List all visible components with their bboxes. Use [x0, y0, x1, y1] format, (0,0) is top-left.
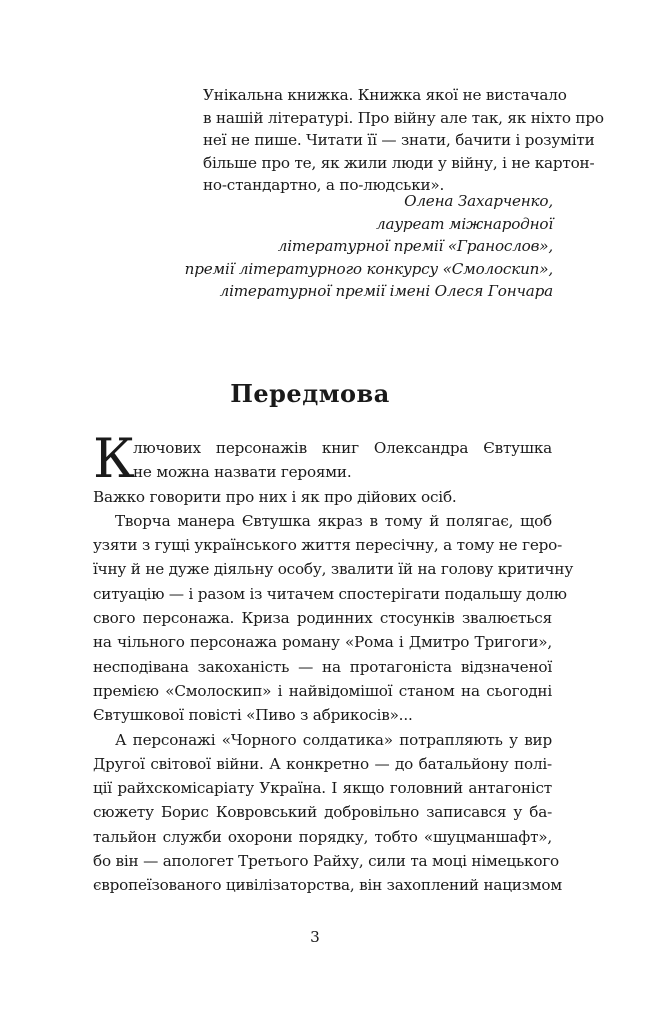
section-heading: [0, 379, 620, 408]
body-line: Євтушкової повісті «Пиво з абрикосів»...: [93, 706, 413, 725]
drop-cap: К: [93, 427, 135, 490]
body-line: А персонажі «Чорного солдатика» потрапляють у вир: [115, 730, 552, 749]
epigraph-line: но-стандартно, а по-людськи».: [203, 176, 445, 195]
body-line: сюжету Борис Ковровський добровільно записався у ба-: [93, 803, 552, 822]
epigraph-quote: [203, 84, 604, 197]
body-line: не можна назвати героями.: [133, 463, 352, 482]
body-line: ції райхскомісаріату Україна. І якщо головний антагоніст: [93, 779, 552, 798]
body-line: лючових персонажів книг Олександра Євтушка: [133, 439, 552, 457]
body-line: ситуацію — і разом із читачем спостерігати подальшу долю: [93, 584, 567, 603]
epigraph-attribution: [185, 190, 553, 303]
body-line: свого персонажа. Криза родинних стосунків звалюється: [93, 609, 552, 628]
body-line: тальйон служби охорони порядку, тобто «шуцманшафт»,: [93, 827, 552, 846]
epigraph-line: більше про те, як жили люди у війну, і не картон-: [203, 153, 595, 172]
attribution-line: літературної премії «Гранослов»,: [277, 237, 553, 256]
body-line: Важко говорити про них і як про дійових осіб.: [93, 487, 457, 506]
body-line: бо він — апологет Третього Райху, сили та моці німецького: [93, 852, 559, 871]
body-line: їчну й не дуже діяльну особу, звалити їй на голову критичну: [93, 560, 574, 579]
body-line: несподівана закоханість — на протагоніста відзначеної: [93, 657, 552, 676]
body-line: Творча манера Євтушка якраз в тому й полягає, щоб: [115, 511, 552, 530]
page-number: 3: [310, 928, 320, 946]
attribution-line: літературної премії імені Олеся Гончара: [219, 282, 553, 301]
epigraph-line: неї не пише. Читати її — знати, бачити і розуміти: [203, 131, 595, 150]
body-line: узяти з гущі українського життя пересічну, а тому не геро-: [93, 536, 563, 555]
body-text: [93, 436, 574, 898]
epigraph-line: Унікальна книжка. Книжка якої не вистачало: [203, 86, 567, 104]
body-line: європеїзованого цивілізаторства, він захоплений нацизмом: [93, 876, 562, 895]
body-line: премією «Смолоскип» і найвідомішої станом на сьогодні: [93, 681, 552, 700]
attribution-line: лауреат міжнародної: [376, 214, 553, 233]
body-line: Другої світової війни. А конкретно — до батальйону полі-: [93, 754, 552, 773]
attribution-line: Олена Захарченко,: [404, 192, 553, 210]
epigraph-line: в нашій літературі. Про війну але так, як ніхто про: [203, 108, 604, 127]
body-line: на чільного персонажа роману «Рома і Дмитро Тригоги»,: [93, 633, 552, 652]
attribution-line: премії літературного конкурсу «Смолоскип»,: [184, 259, 553, 278]
heading-text: Передмова: [230, 379, 390, 408]
